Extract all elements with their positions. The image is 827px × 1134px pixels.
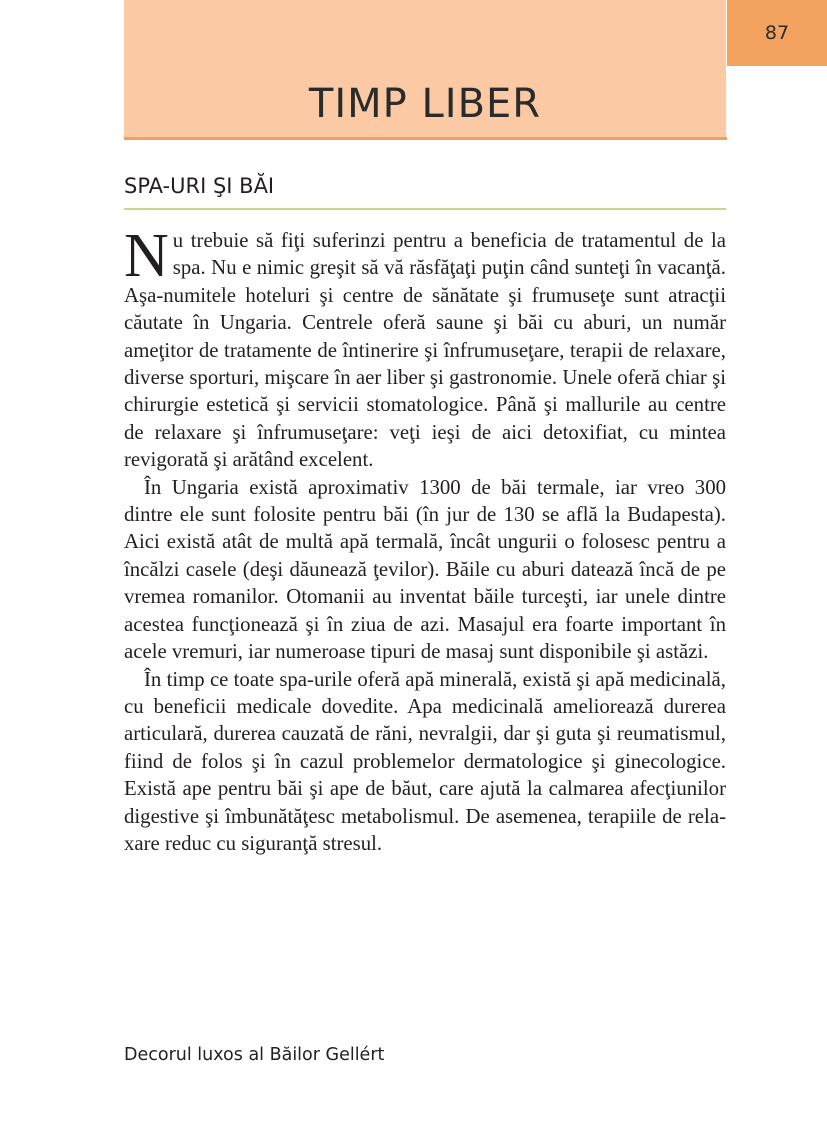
section-heading: SPA-URI ŞI BĂI — [124, 174, 275, 198]
article-body — [124, 222, 726, 857]
page-number-box — [727, 0, 827, 66]
section-divider — [124, 208, 726, 210]
paragraph-3: În timp ce toate spa-urile oferă apă minerală, există şi apă medicinală, cu beneficii medicale dovedite. Apa medicinală ameliorează durerea articulară, durerea cauzată de răni, nevralgii, dar şi guta şi reumatismul, fiind de folos şi în cazul problemelor dermatologice şi ginecologice. Există ape pentru băi şi ape de băut, care ajută la calmarea afecţiunilor digestive şi îmbunătăţesc metabolismul. De asemenea, terapiile de relaxare reduc cu siguranţă stresul. — [124, 667, 726, 855]
chapter-title: TIMP LIBER — [308, 81, 542, 127]
paragraph-2: În Ungaria există aproximativ 1300 de băi termale, iar vreo 300 dintre ele sunt folosite pentru băi (în jur de 130 se află la Budapesta). Aici există atât de multă apă termală, încât ungurii o folosesc pentru a încălzi casele (deşi dăunează ţevilor). Băile cu aburi datează încă de pe vremea romanilor. Otomanii au inventat băile turceşti, iar unele dintre acestea funcţionează şi în ziua de azi. Masajul era foarte important în acele vremuri, iar numeroase tipuri de masaj sunt disponibile şi astăzi. — [124, 475, 726, 664]
paragraph-1 — [124, 222, 726, 474]
drop-cap: N — [124, 222, 169, 290]
chapter-header-rule — [124, 137, 727, 140]
photo-caption: Decorul luxos al Băilor Gellért — [124, 1045, 385, 1065]
paragraph-1-text: u trebuie să fiţi suferinzi pentru a beneficia de tratamentul de la spa. Nu e nimic greşit să vă răsfăţaţi puţin când sunteţi în vacanţă. Aşa-numitele hoteluri şi centre de sănătate şi frumuseţe sunt atracţii căutate în Ungaria. Centrele oferă saune şi băi cu aburi, un număr ameţitor de tratamente de întinerire şi înfrumuseţare, terapii de relaxare, diverse sporturi, mişcare în aer liber şi gastronomie. Unele oferă chiar şi chirurgie estetică şi servicii stomatologice. Până şi mallurile au centre de relaxare şi înfrumuseţare: veţi ieşi de aici detoxifiat, cu mintea revigorată şi arătând excelent. — [124, 229, 726, 472]
page-number: 87 — [764, 22, 790, 44]
